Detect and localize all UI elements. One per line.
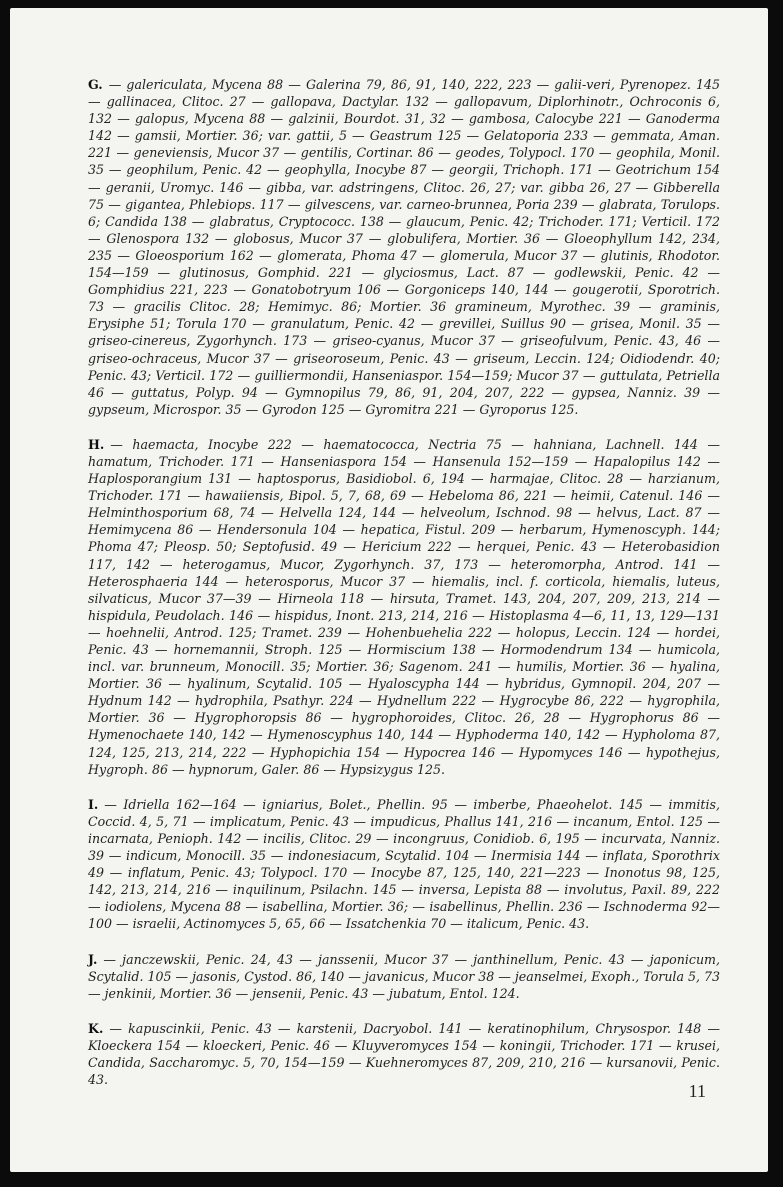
section-entries: — janczewskii, Penic. 24, 43 — janssenii, Mucor 37 — janthinellum, Penic. 43 — japonicum, Scytalid. 105 — jasonis, Cystod. 86, 140 — javanicus, Mucor 38 — jeanselmei, Exoph., Torula 5, 73 — jenkinii, Mortier. 36 — jensenii, Penic. 43 — jubatum, Entol. 124. <box>88 951 721 1001</box>
section-letter: K. <box>88 1020 104 1036</box>
index-section-i <box>88 796 720 933</box>
section-entries: — Idriella 162—164 — igniarius, Bolet., Phellin. 95 — imberbe, Phaeohelot. 145 — immitis, Coccid. 4, 5, 71 — implicatum, Penic. 43 — impudicus, Phallus 141, 216 — incanum, Entol. 125 — incarnata, Penioph. 142 — incilis, Clitoc. 29 — incongruus, Conidiob. 6, 195 — incurvata, Nanniz. 39 — indicum, Monocill. 35 — indonesiacum, Scytalid. 104 — Inermisia 144 — inflata, Sporothrix 49 — inflatum, Penic. 43; Tolypocl. 170 — Inocybe 87, 125, 140, 221—223 — Inonotus 98, 125, 142, 213, 214, 216 — inquilinum, Psilachn. 145 — inversa, Lepista 88 — involutus, Paxil. 89, 222 — iodiolens, Mycena 88 — isabellina, Mortier. 36; — isabellinus, Phellin. 236 — Ischnoderma 92—100 — israelii, Actinomyces 5, 65, 66 — Issatchenkia 70 — italicum, Penic. 43. <box>88 796 720 932</box>
section-letter: H. <box>88 436 105 452</box>
page-number: 11 <box>688 1081 706 1101</box>
index-section-k <box>88 1020 720 1088</box>
section-letter: I. <box>88 796 99 812</box>
index-section-g <box>88 76 720 418</box>
section-letter: G. <box>88 77 103 92</box>
section-letter: J. <box>88 951 98 967</box>
section-entries: — kapuscinkii, Penic. 43 — karstenii, Dacryobol. 141 — keratinophilum, Chrysospor. 148 — Kloeckera 154 — kloeckeri, Penic. 46 — Kluyveromyces 154 — koningii, Trichoder. 171 — krusei, Candida, Saccharomyc. 5, 70, 154—159 — Kuehneromyces 87, 209, 210, 216 — kursanovii, Penic. 43. <box>88 1020 720 1088</box>
document-page <box>10 8 768 1172</box>
section-entries: — haemacta, Inocybe 222 — haematococca, Nectria 75 — hahniana, Lachnell. 144 — hamatum, Trichoder. 171 — Hanseniaspora 154 — Hansenula 152—159 — Hapalopilus 142 — Haplosporangium 131 — haptosporus, Basidiobol. 6, 194 — harmajae, Clitoc. 28 — harzianum, Trichoder. 171 — hawaiiensis, Bipol. 5, 7, 68, 69 — Hebeloma 86, 221 — heimii, Catenul. 146 — Helminthosporium 68, 74 — Helvella 124, 144 — helveolum, Ischnod. 98 — helvus, Lact. 87 — Hemimycena 86 — Hendersonula 104 — hepatica, Fistul. 209 — herbarum, Hymenoscyph. 144; Phoma 47; Pleosp. 50; Septofusid. 49 — Hericium 222 — herquei, Penic. 43 — Heterobasidion 117, 142 — heterogamus, Mucor, Zygorhynch. 37, 173 — heteromorpha, Antrod. 141 — Heterosphaeria 144 — heterosporus, Mucor 37 — hiemalis, incl. f. corticola, hiemalis, luteus, silvaticus, Mucor 37—39 — Hirneola 118 — hirsuta, Tramet. 143, 204, 207, 209, 213, 214 — hispidula, Peudolach. 146 — hispidus, Inont. 213, 214, 216 — Histoplasma 4—6, 11, 13, 129—131 — hoehnelii, Antrod. 125; Tramet. 239 — Hohenbuehelia 222 — holopus, Leccin. 124 — hordei, Penic. 43 — hornemannii, Stroph. 125 — Hormiscium 138 — Hormodendrum 134 — humicola, incl. var. brunneum, Monocill. 35; Mortier. 36; Sagenom. 241 — humilis, Mortier. 36 — hyalina, Mortier. 36 — hyalinum, Scytalid. 105 — Hyaloscypha 144 — hybridus, Gymnopil. 204, 207 — Hydnum 142 — hydrophila, Psathyr. 224 — Hydnellum 222 — Hygrocybe 86, 222 — hygrophila, Mortier. 36 — Hygrophoropsis 86 — hygrophoroides, Clitoc. 26, 28 — Hygrophorus 86 — Hymenochaete 140, 142 — Hymenoscyphus 140, 144 — Hyphoderma 140, 142 — Hypholoma 87, 124, 125, 213, 214, 222 — Hyphopichia 154 — Hypocrea 146 — Hypomyces 146 — hypothejus, Hygroph. 86 — hypnorum, Galer. 86 — Hypsizygus 125. <box>88 436 720 777</box>
index-section-h <box>88 436 720 778</box>
index-text <box>88 76 720 1106</box>
index-section-j <box>88 951 720 1002</box>
section-entries: — galericulata, Mycena 88 — Galerina 79, 86, 91, 140, 222, 223 — galii-veri, Pyrenopez. 145 — gallinacea, Clitoc. 27 — gallopava, Dactylar. 132 — gallopavum, Diplorhinotr., Ochroconis 6, 132 — galopus, Mycena 88 — galzinii, Bourdot. 31, 32 — gambosa, Calocybe 221 — Ganoderma 142 — gamsii, Mortier. 36; var. gattii, 5 — Geastrum 125 — Gelatoporia 233 — gemmata, Aman. 221 — geneviensis, Mucor 37 — gentilis, Cortinar. 86 — geodes, Tolypocl. 170 — geophila, Monil. 35 — geophilum, Penic. 42 — geophylla, Inocybe 87 — georgii, Trichoph. 171 — Geotrichum 154 — geranii, Uromyc. 146 — gibba, var. adstringens, Clitoc. 26, 27; var. gibba 26, 27 — Gibberella 75 — gigantea, Phlebiops. 117 — gilvescens, var. carneo-brunnea, Poria 239 — glabrata, Torulops. 6; Candida 138 — glabratus, Cryptococc. 138 — glaucum, Penic. 42; Trichoder. 171; Verticil. 172 — Glenospora 132 — globosus, Mucor 37 — globulifera, Mortier. 36 — Gloeophyllum 142, 234, 235 — Gloeosporium 162 — glomerata, Phoma 47 — glomerula, Mucor 37 — glutinis, Rhodotor. 154—159 — glutinosus, Gomphid. 221 — glyciosmus, Lact. 87 — godlewskii, Penic. 42 — Gomphidius 221, 223 — Gonatobotryum 106 — Gorgoniceps 140, 144 — gougerotii, Sporotrich. 73 — gracilis Clitoc. 28; Hemimyc. 86; Mortier. 36 gramineum, Myrothec. 39 — graminis, Erysiphe 51; Torula 170 — granulatum, Penic. 42 — grevillei, Suillus 90 — grisea, Monil. 35 — griseo-cinereus, Zygorhynch. 173 — griseo-cyanus, Mucor 37 — griseofulvum, Penic. 43, 46 — griseo-ochraceus, Mucor 37 — griseoroseum, Penic. 43 — griseum, Leccin. 124; Oidiodendr. 40; Penic. 43; Verticil. 172 — guilliermondii, Hanseniaspor. 154—159; Mucor 37 — guttulata, Petriella 46 — guttatus, Polyp. 94 — Gymnopilus 79, 86, 91, 204, 207, 222 — gypsea, Nanniz. 39 — gypseum, Microspor. 35 — Gyrodon 125 — Gyromitra 221 — Gyroporus 125. <box>88 77 720 417</box>
